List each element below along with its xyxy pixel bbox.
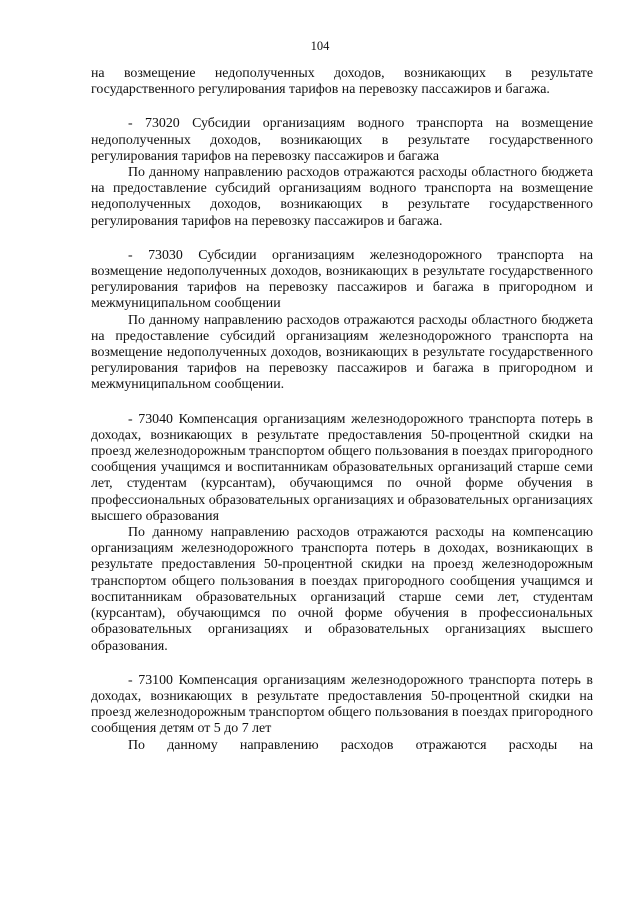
- page-number: 104: [310, 39, 330, 53]
- document-paragraph: - 73030 Субсидии организациям железнодорожного транспорта на возмещение недополученных доходов, возникающих в результате государственного регулирования тарифов на перевозку пассажиров и багажа в пригородном и межмуниципальном сообщении: [91, 247, 593, 312]
- document-body: [91, 66, 593, 754]
- paragraph-gap: [91, 230, 593, 248]
- document-paragraph: - 73100 Компенсация организациям железнодорожного транспорта потерь в доходах, возникающих в результате предоставления 50-процентной скидки на проезд железнодорожным транспортом общего пользования в поездах пригородного сообщения детям от 5 до 7 лет: [91, 672, 593, 737]
- document-paragraph: на возмещение недополученных доходов, возникающих в результате государственного регулирования тарифов на перевозку пассажиров и багажа.: [91, 66, 593, 98]
- document-paragraph: - 73040 Компенсация организациям железнодорожного транспорта потерь в доходах, возникающих в результате предоставления 50-процентной скидки на проезд железнодорожным транспортом общего пользования в поездах пригородного сообщения учащимся и воспитанникам образовательных организаций старше семи лет, студентам (курсантам), обучающимся по очной форме обучения в профессиональных образовательных организациях и образовательных организациях высшего образования: [91, 411, 593, 524]
- paragraph-gap: [91, 98, 593, 116]
- document-paragraph: По данному направлению расходов отражаются расходы областного бюджета на предоставление субсидий организациям водного транспорта на возмещение недополученных доходов, возникающих в результате государственного регулирования тарифов на перевозку пассажиров и багажа.: [91, 165, 593, 229]
- paragraph-gap: [91, 394, 593, 412]
- paragraph-gap: [91, 655, 593, 673]
- document-paragraph: - 73020 Субсидии организациям водного транспорта на возмещение недополученных доходов, возникающих в результате государственного регулирования тарифов на перевозку пассажиров и багажа: [91, 116, 593, 164]
- document-paragraph: По данному направлению расходов отражаются расходы областного бюджета на предоставление субсидий организациям железнодорожного транспорта на возмещение недополученных доходов, возникающих в результате государственного регулирования тарифов на перевозку пассажиров и багажа в пригородном и межмуниципальном сообщении.: [91, 312, 593, 393]
- document-paragraph: По данному направлению расходов отражаются расходы на: [128, 737, 593, 753]
- document-paragraph: По данному направлению расходов отражаются расходы на компенсацию организациям железнодорожного транспорта потерь в доходах, возникающих в результате предоставления 50-процентной скидки на проезд железнодорожным транспортом общего пользования в поездах пригородного сообщения учащимся и воспитанникам образовательных организаций старше семи лет, студентам (курсантам), обучающимся по очной форме обучения в профессиональных образовательных организациях и образовательных организациях высшего образования.: [91, 525, 593, 654]
